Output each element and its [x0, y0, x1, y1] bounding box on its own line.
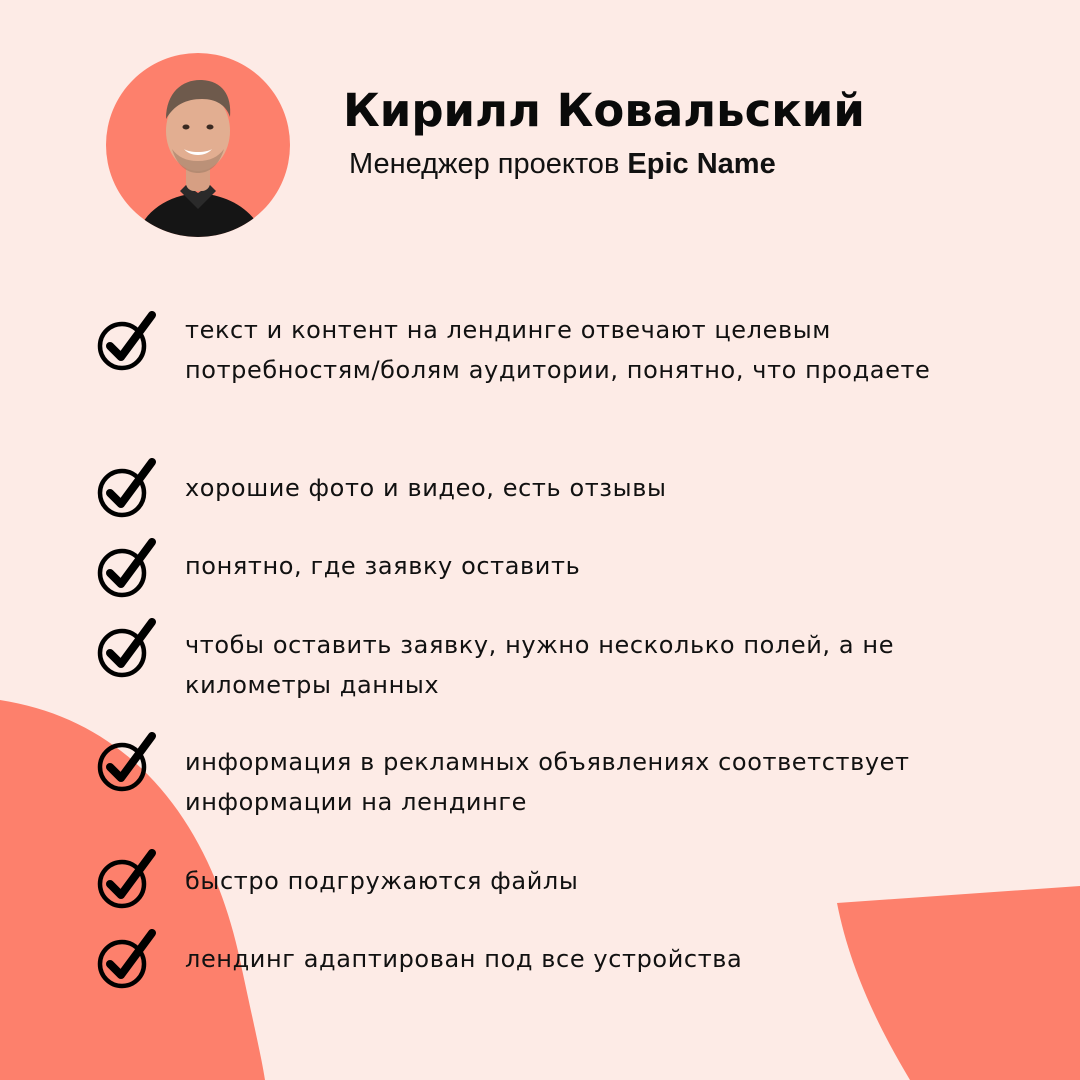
checklist-item-text: лендинг адаптирован под все устройства — [185, 945, 743, 973]
person-name: Кирилл Ковальский — [343, 84, 865, 137]
check-circle-icon — [96, 732, 158, 796]
checklist-item-text: быстро подгружаются файлы — [185, 867, 579, 895]
checklist-item-text: хорошие фото и видео, есть отзывы — [185, 474, 667, 502]
check-circle-icon — [96, 618, 158, 682]
checklist-item-text: информация в рекламных объявлениях соответствует информации на лендинге — [185, 748, 910, 816]
check-circle-icon — [96, 311, 158, 375]
check-circle-icon — [96, 849, 158, 913]
company-name: Epic Name — [627, 148, 776, 180]
check-circle-icon — [96, 929, 158, 993]
checklist-item-text: понятно, где заявку оставить — [185, 552, 581, 580]
checklist-item-text: текст и контент на лендинге отвечают целевым потребностям/болям аудитории, понятно, что продаете — [185, 316, 931, 384]
check-circle-icon — [96, 458, 158, 522]
check-circle-icon — [96, 538, 158, 602]
checklist-item-text: чтобы оставить заявку, нужно несколько полей, а не километры данных — [185, 631, 895, 699]
person-role: Менеджер проектов — [349, 148, 620, 180]
